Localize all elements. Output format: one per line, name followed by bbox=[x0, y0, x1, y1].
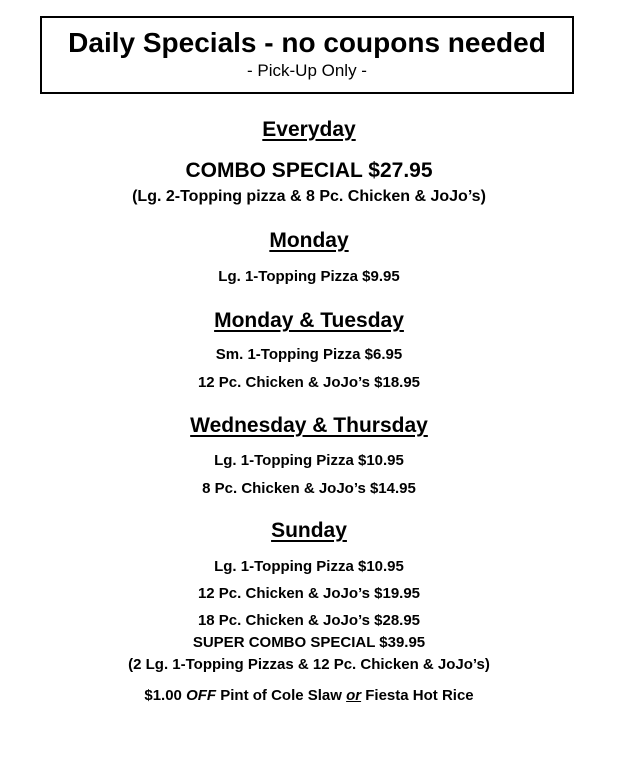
page-subtitle: - Pick-Up Only - bbox=[247, 61, 367, 80]
section-heading-wednesday-thursday: Wednesday & Thursday bbox=[190, 414, 428, 437]
side-offer-off: OFF bbox=[186, 687, 217, 704]
side-offer-prefix: $1.00 bbox=[144, 687, 187, 704]
combo-special: COMBO SPECIAL $27.95 bbox=[185, 159, 433, 182]
side-offer-suffix: Fiesta Hot Rice bbox=[361, 687, 474, 704]
side-offer-or: or bbox=[346, 687, 362, 704]
side-offer bbox=[0, 687, 618, 704]
side-offer-middle: Pint of Cole Slaw bbox=[216, 687, 347, 704]
section-heading-monday-tuesday: Monday & Tuesday bbox=[214, 309, 404, 332]
section-heading-monday: Monday bbox=[269, 229, 349, 252]
combo-special-note: (Lg. 2-Topping pizza & 8 Pc. Chicken & JoJo’s) bbox=[132, 188, 486, 205]
header-box bbox=[40, 16, 574, 94]
section-heading-everyday: Everyday bbox=[262, 118, 356, 141]
wednesday-thursday-item: Lg. 1-Topping Pizza $10.95 bbox=[214, 452, 404, 469]
monday-tuesday-item: 12 Pc. Chicken & JoJo’s $18.95 bbox=[197, 374, 421, 391]
sunday-item: 12 Pc. Chicken & JoJo’s $19.95 bbox=[197, 585, 421, 602]
sunday-item: 18 Pc. Chicken & JoJo’s $28.95 bbox=[197, 612, 421, 629]
super-combo-note: (2 Lg. 1-Topping Pizzas & 12 Pc. Chicken & JoJo’s) bbox=[128, 656, 490, 673]
monday-item: Lg. 1-Topping Pizza $9.95 bbox=[218, 268, 400, 285]
page-title: Daily Specials - no coupons needed bbox=[68, 27, 546, 58]
super-combo-special: SUPER COMBO SPECIAL $39.95 bbox=[192, 634, 426, 651]
monday-tuesday-item: Sm. 1-Topping Pizza $6.95 bbox=[215, 346, 403, 363]
wednesday-thursday-item: 8 Pc. Chicken & JoJo’s $14.95 bbox=[202, 480, 416, 497]
section-heading-sunday: Sunday bbox=[271, 519, 347, 542]
sunday-item: Lg. 1-Topping Pizza $10.95 bbox=[214, 558, 404, 575]
